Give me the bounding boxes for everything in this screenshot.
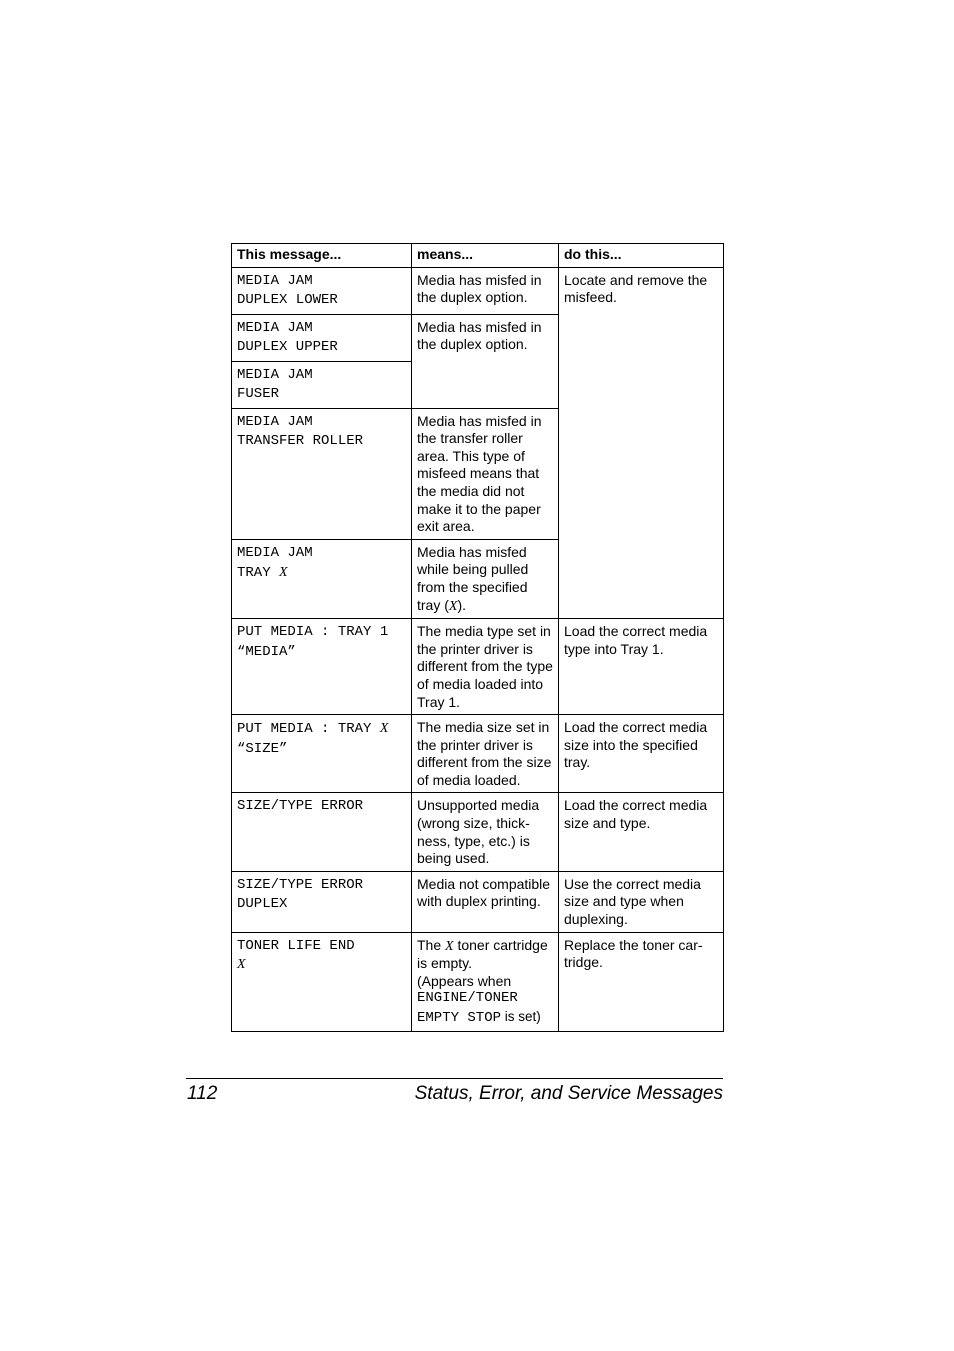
- setting-name: EMPTY STOP: [417, 1010, 502, 1026]
- message-line: [237, 719, 407, 740]
- means-text: toner cartridge is empty.: [417, 936, 548, 972]
- page-number: 112: [187, 1083, 218, 1104]
- action-cell: Load the correct media size and type.: [559, 793, 724, 871]
- means-cell: Media has misfed in the duplex option.: [412, 267, 559, 314]
- means-text: Media has misfed while being pulled from the specified tray (: [417, 543, 529, 613]
- setting-name: ENGINE/TONER: [417, 990, 518, 1007]
- action-cell: Load the correct media size into the specified tray.: [559, 715, 724, 793]
- message-cell: [232, 267, 412, 314]
- section-title: Status, Error, and Service Messages: [414, 1083, 723, 1104]
- toner-variable: X: [237, 957, 246, 973]
- means-text: is set): [501, 1009, 541, 1024]
- table-row: [232, 793, 724, 871]
- table-row: [232, 619, 724, 715]
- tray-variable: X: [379, 721, 389, 737]
- message-cell: [232, 871, 412, 932]
- message-cell: [232, 361, 412, 408]
- message-cell: [232, 619, 412, 715]
- message-line: TONER LIFE END: [237, 937, 355, 954]
- means-cell: [412, 539, 559, 618]
- means-cell: [412, 932, 559, 1031]
- message-line: SIZE/TYPE ERROR: [237, 876, 364, 893]
- message-line: PUT MEDIA : TRAY 1: [237, 624, 389, 641]
- means-text: The: [417, 936, 446, 953]
- message-line: DUPLEX LOWER: [237, 292, 338, 309]
- message-line: MEDIA JAM: [237, 272, 313, 289]
- message-cell: [232, 408, 412, 539]
- message-cell: [232, 715, 412, 793]
- message-line: MEDIA JAM: [237, 544, 313, 561]
- action-cell: Load the correct media type into Tray 1.: [559, 619, 724, 715]
- footer-rule: [186, 1078, 723, 1079]
- message-line: “MEDIA”: [237, 643, 296, 660]
- means-cell: The media size set in the printer driver is different from the size of media loaded.: [412, 715, 559, 793]
- means-cell: Unsupported media (wrong size, thick-ness, type, etc.) is being used.: [412, 793, 559, 871]
- action-cell: Replace the toner car-tridge.: [559, 932, 724, 1031]
- means-cell: Media not compatible with duplex printing.: [412, 871, 559, 932]
- means-cell: The media type set in the printer driver is different from the type of media loaded into Tray 1.: [412, 619, 559, 715]
- message-table: [231, 243, 724, 1032]
- message-cell: [232, 932, 412, 1031]
- message-cell: [232, 793, 412, 871]
- message-text: PUT MEDIA : TRAY: [237, 721, 380, 738]
- message-cell: [232, 539, 412, 618]
- message-line: MEDIA JAM: [237, 319, 313, 336]
- header-message: This message...: [232, 244, 412, 268]
- means-cell: Media has misfed in the transfer roller area. This type of misfeed means that the media did not make it to the paper exit area.: [412, 408, 559, 539]
- tray-variable: X: [448, 598, 458, 614]
- header-do-this: do this...: [559, 244, 724, 268]
- action-cell: Use the correct media size and type when duplexing.: [559, 871, 724, 932]
- message-cell: [232, 314, 412, 361]
- header-means: means...: [412, 244, 559, 268]
- means-text: ).: [457, 596, 467, 613]
- means-line: [417, 1008, 554, 1028]
- message-line: MEDIA JAM: [237, 413, 313, 430]
- message-line: DUPLEX: [237, 896, 288, 913]
- table-row: [232, 267, 724, 314]
- action-cell: Locate and remove the misfeed.: [559, 267, 724, 619]
- toner-variable: X: [445, 938, 454, 954]
- table-row: [232, 932, 724, 1031]
- message-line: SIZE/TYPE ERROR: [237, 798, 364, 815]
- message-line: FUSER: [237, 386, 280, 403]
- table-header-row: [232, 244, 724, 268]
- message-line: TRANSFER ROLLER: [237, 433, 364, 450]
- message-line: [237, 563, 407, 584]
- message-line: “SIZE”: [237, 740, 288, 757]
- means-cell: Media has misfed in the duplex option.: [412, 314, 559, 408]
- table-row: [232, 871, 724, 932]
- message-line: MEDIA JAM: [237, 366, 313, 383]
- means-text: (Appears when: [417, 972, 512, 989]
- message-text: TRAY: [237, 565, 280, 582]
- message-line: DUPLEX UPPER: [237, 339, 338, 356]
- table-row: [232, 715, 724, 793]
- tray-variable: X: [279, 565, 288, 581]
